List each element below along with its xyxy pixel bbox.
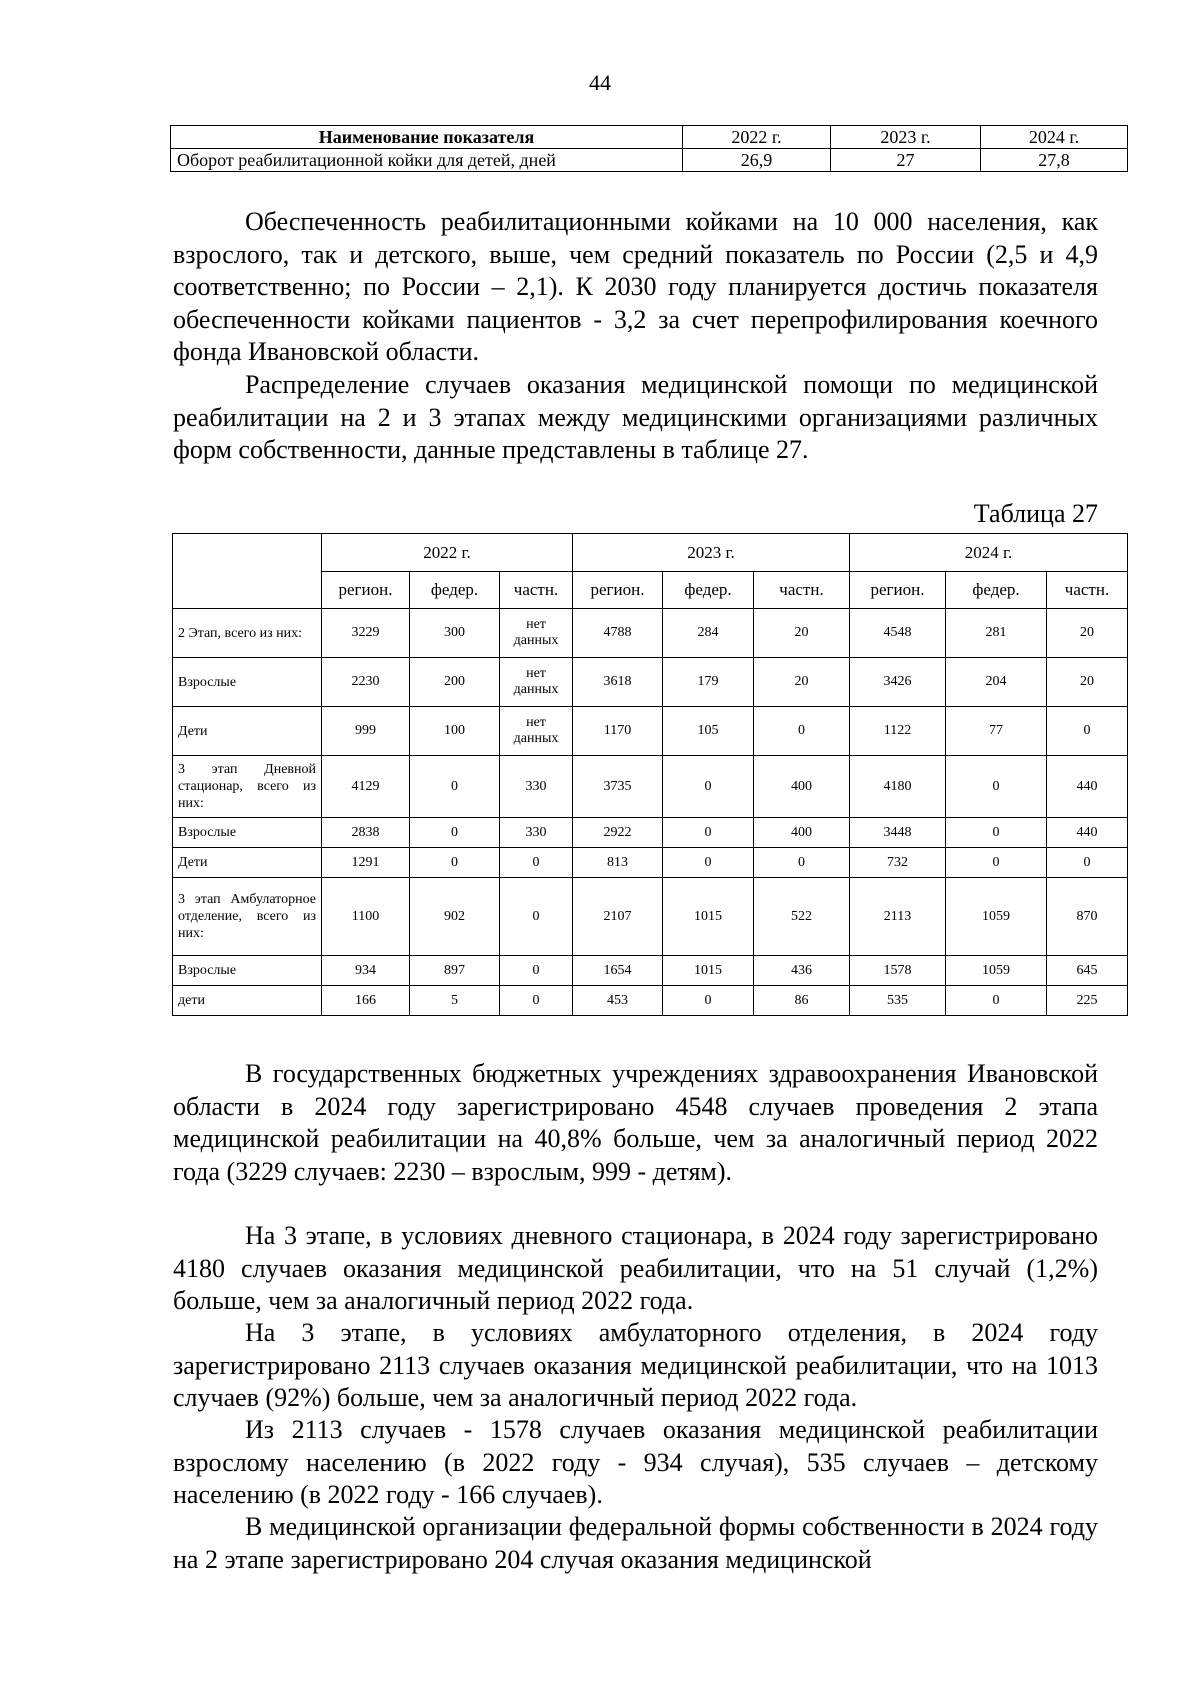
paragraph: В медицинской организации федеральной формы собственности в 2024 году на 2 этапе зарегистрировано 204 случая оказания медицинской [173,1512,1098,1574]
table-cell: 0 [946,756,1047,818]
table-row [173,986,1128,1016]
header-year: 2022 г. [322,534,573,572]
table-row [173,707,1128,756]
table-cell: нет данных [500,609,573,658]
table-cell: 0 [500,956,573,986]
table-cell: 0 [1047,707,1128,756]
table-cell: 26,9 [683,149,831,172]
header-year: 2023 г. [573,534,850,572]
table-cell: 0 [410,756,500,818]
table-cell: 5 [410,986,500,1016]
year-header-row [173,534,1128,572]
header-year: 2024 г. [981,126,1128,149]
header-year: 2022 г. [683,126,831,149]
table-cell: 0 [1047,848,1128,878]
table-row [173,609,1128,658]
table-cell: 204 [946,658,1047,707]
table-row [173,658,1128,707]
row-label: дети [173,986,322,1016]
row-label: Оборот реабилитационной койки для детей, дней [171,149,683,172]
table-cell: 330 [500,818,573,848]
table-cell: 1015 [663,878,754,956]
table-cell: 300 [410,609,500,658]
table-cell: 1059 [946,878,1047,956]
table-cell: 3618 [573,658,663,707]
table-cell: 200 [410,658,500,707]
indicator-table-header [171,126,1128,149]
table-cell: 1100 [322,878,410,956]
table-cell: 0 [946,818,1047,848]
table-cell: 105 [663,707,754,756]
table-cell: 284 [663,609,754,658]
header-ownership: частн. [1047,572,1128,609]
header-ownership: федер. [410,572,500,609]
table-cell: 0 [663,986,754,1016]
row-label: Взрослые [173,956,322,986]
header-ownership: частн. [754,572,850,609]
header-ownership: федер. [946,572,1047,609]
row-label: Дети [173,707,322,756]
table-cell: 897 [410,956,500,986]
table-row [173,956,1128,986]
table-cell: 2838 [322,818,410,848]
table-cell: 400 [754,818,850,848]
table-cell: 0 [754,848,850,878]
table-cell: 813 [573,848,663,878]
table-cell: 225 [1047,986,1128,1016]
row-label: 3 этап Дневной стационар, всего из них: [173,756,322,818]
table-cell: 400 [754,756,850,818]
paragraph: На 3 этапе, в условиях дневного стационара, в 2024 году зарегистрировано 4180 случаев оказания медицинской реабилитации, что на 51 случай (1,2%) больше, чем за аналогичный период 2022 года. [173,1221,1098,1315]
table-cell: 27 [831,149,981,172]
table-cell: 0 [663,848,754,878]
table-row [173,848,1128,878]
header-empty [173,534,322,609]
table-cell: 870 [1047,878,1128,956]
table-cell: 1291 [322,848,410,878]
table-cell: 3229 [322,609,410,658]
table-cell: 4788 [573,609,663,658]
table-cell: 0 [663,818,754,848]
table-cell: 2230 [322,658,410,707]
table-cell: 535 [850,986,946,1016]
table-cell: 3735 [573,756,663,818]
table-cell: 86 [754,986,850,1016]
table-cell: 0 [500,986,573,1016]
table-cell: 0 [946,848,1047,878]
table-cell: 330 [500,756,573,818]
row-label: Взрослые [173,658,322,707]
table-cell: 77 [946,707,1047,756]
row-label: 3 этап Амбулаторное отделение, всего из них: [173,878,322,956]
table-cell: 1015 [663,956,754,986]
header-ownership: федер. [663,572,754,609]
table-cell: 999 [322,707,410,756]
table-cell: 0 [410,848,500,878]
table-cell: 440 [1047,818,1128,848]
table-row [173,818,1128,848]
rehabilitation-cases-table [172,533,1128,1016]
row-label: Взрослые [173,818,322,848]
table-cell: 4548 [850,609,946,658]
header-ownership: регион. [573,572,663,609]
header-ownership: частн. [500,572,573,609]
table-cell: 2922 [573,818,663,848]
table-cell: 453 [573,986,663,1016]
table-cell: 1654 [573,956,663,986]
table-cell: 1059 [946,956,1047,986]
row-label: 2 Этап, всего из них: [173,609,322,658]
table-cell: 3448 [850,818,946,848]
paragraph: Обеспеченность реабилитационными койками на 10 000 населения, как взрослого, так и детского, выше, чем средний показатель по России (2,5 и 4,9 соответственно; по России – 2,1). К 2030 году планируется достичь показателя обеспеченности койками пациентов - 3,2 за счет перепрофилирования коечного фонда Ивановской области. [173,207,1098,366]
table-cell: 100 [410,707,500,756]
row-label: Дети [173,848,322,878]
indicator-table [170,125,1128,172]
table-cell: 902 [410,878,500,956]
table-cell: 179 [663,658,754,707]
table-cell: 0 [946,986,1047,1016]
table-cell: 0 [410,818,500,848]
table-cell: 20 [754,658,850,707]
paragraph: В государственных бюджетных учреждениях здравоохранения Ивановской области в 2024 году зарегистрировано 4548 случаев проведения 2 этапа медицинской реабилитации на 40,8% больше, чем за аналогичный период 2022 года (3229 случаев: 2230 – взрослым, 999 - детям). [173,1059,1098,1186]
table-cell: 20 [1047,658,1128,707]
table-cell: 281 [946,609,1047,658]
table-cell: 4180 [850,756,946,818]
table-cell: 166 [322,986,410,1016]
table-cell: 0 [500,878,573,956]
table-cell: 645 [1047,956,1128,986]
table-cell: 1578 [850,956,946,986]
header-year: 2023 г. [831,126,981,149]
table-row [173,878,1128,956]
table-cell: 440 [1047,756,1128,818]
table-cell: 0 [663,756,754,818]
header-ownership: регион. [322,572,410,609]
table-cell: 522 [754,878,850,956]
table-caption: Таблица 27 [973,499,1098,528]
page-number: 44 [589,70,611,95]
table-cell: 1122 [850,707,946,756]
table-cell: 732 [850,848,946,878]
table-cell: нет данных [500,707,573,756]
table-body [173,609,1128,1016]
table-cell: нет данных [500,658,573,707]
paragraph: Из 2113 случаев - 1578 случаев оказания медицинской реабилитации взрослому населению (в 2022 году - 934 случая), 535 случаев – детскому населению (в 2022 году - 166 случаев). [173,1415,1098,1509]
header-ownership: регион. [850,572,946,609]
table-row [173,756,1128,818]
table-cell: 20 [754,609,850,658]
table-cell: 0 [754,707,850,756]
table-cell: 0 [500,848,573,878]
table-cell: 934 [322,956,410,986]
table-cell: 3426 [850,658,946,707]
table-cell: 436 [754,956,850,986]
table-cell: 1170 [573,707,663,756]
table-row [171,149,1128,172]
header-indicator-name: Наименование показателя [171,126,683,149]
table-cell: 4129 [322,756,410,818]
table-cell: 2113 [850,878,946,956]
table-cell: 2107 [573,878,663,956]
header-year: 2024 г. [850,534,1128,572]
table-cell: 20 [1047,609,1128,658]
table-cell: 27,8 [981,149,1128,172]
paragraph: Распределение случаев оказания медицинской помощи по медицинской реабилитации на 2 и 3 этапах между медицинскими организациями различных форм собственности, данные представлены в таблице 27. [173,370,1098,464]
paragraph: На 3 этапе, в условиях амбулаторного отделения, в 2024 году зарегистрировано 2113 случаев оказания медицинской реабилитации, что на 1013 случаев (92%) больше, чем за аналогичный период 2022 года. [173,1318,1098,1412]
